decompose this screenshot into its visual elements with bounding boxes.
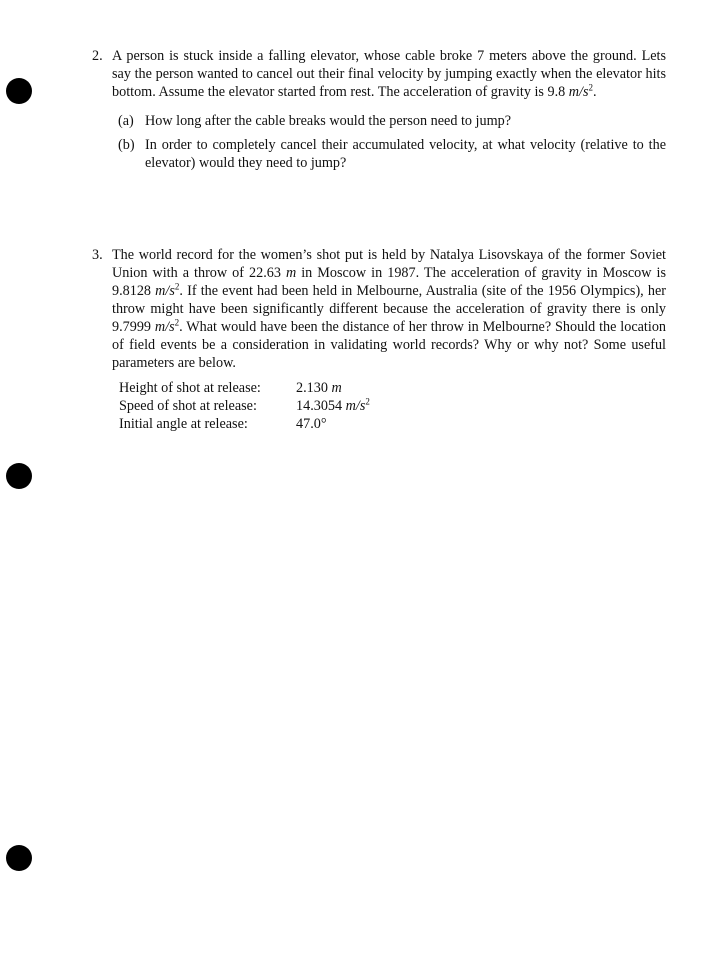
exponent: 2: [174, 281, 180, 292]
statement-text: A person is stuck inside a falling elevator, whose cable broke 7 meters above the ground. Lets say the person wanted to cancel out their final velocity by jumping exactly when the elevator hits bottom. Assume the elevator started from rest. The acceleration of gravity is 9.8: [112, 48, 666, 100]
sub-question-text: In order to completely cancel their accumulated velocity, at what velocity (relative to the elevator) would they need to jump?: [145, 137, 666, 171]
problem-statement: [112, 47, 666, 101]
statement-text: .: [592, 84, 597, 100]
parameter-row: [119, 379, 370, 397]
unit: m/s: [154, 319, 175, 335]
sub-question-b: [118, 136, 666, 172]
parameter-name: Initial angle at release:: [119, 416, 248, 432]
parameters-table: [119, 379, 370, 433]
sub-question-label: (a): [118, 113, 134, 129]
parameter-name: Height of shot at release:: [119, 380, 261, 396]
parameter-name: Speed of shot at release:: [119, 398, 257, 414]
sub-questions: [118, 112, 666, 172]
parameter-value: [296, 397, 370, 415]
value-number: 2.130: [296, 380, 332, 396]
exponent: 2: [174, 317, 180, 328]
punch-hole-bottom: [6, 845, 32, 871]
problem-statement: [112, 246, 666, 372]
punch-hole-top: [6, 78, 32, 104]
sub-question-text: How long after the cable breaks would the person need to jump?: [145, 113, 512, 129]
sub-question-a: [118, 112, 666, 130]
value-unit: m: [331, 380, 342, 396]
statement-text: The world record for the women’s shot put is held by Natalya Lisovskaya of the former Soviet Union with a throw of 22.63: [112, 247, 666, 281]
sub-question-label: (b): [118, 137, 135, 153]
punch-hole-middle: [6, 463, 32, 489]
parameter-row: [119, 415, 370, 433]
exponent: 2: [588, 82, 593, 93]
statement-text: in Moscow in 1987. The acceleration of gravity in Moscow is 9.8128: [112, 265, 666, 299]
value-unit: m/s: [345, 398, 366, 414]
value-number: 14.3054: [296, 398, 346, 414]
parameter-value: [296, 379, 370, 397]
value-number: 47.0°: [296, 416, 327, 432]
unit: m/s: [155, 283, 175, 299]
problem-number: 3.: [92, 247, 103, 263]
unit: m: [285, 265, 297, 281]
problem-2: [92, 47, 666, 186]
problem-3: [92, 246, 666, 433]
problem-number: 2.: [92, 48, 103, 64]
statement-text: . What would have been the distance of her throw in Melbourne? Should the location of field events be a consideration in validating world records? Why or why not? Some useful parameters are below.: [112, 319, 667, 371]
unit: m/s: [568, 84, 589, 100]
value-exponent: 2: [365, 396, 370, 407]
statement-text: . If the event had been held in Melbourne, Australia (site of the 1956 Olympics), her throw might have been significantly different because the acceleration of gravity there is only 9.7999: [112, 283, 666, 335]
parameter-value: [296, 415, 370, 433]
parameter-row: [119, 397, 370, 415]
